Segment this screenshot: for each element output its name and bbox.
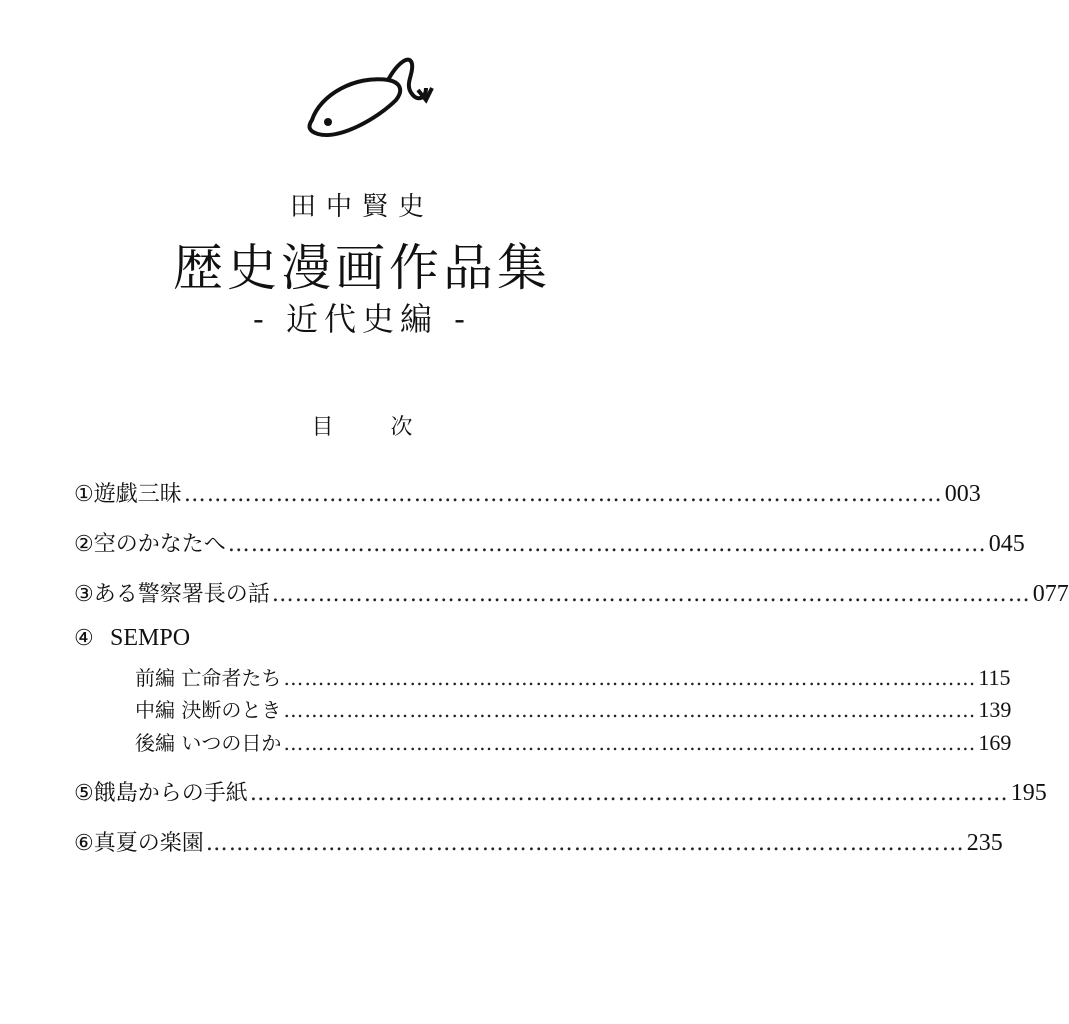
sub-entry-title: 前編 亡命者たち [135,666,282,690]
toc-heading: 目 次 [311,415,413,440]
sub-entry-page: 139 [978,697,1012,722]
entry-page: 195 [1010,780,1047,806]
toc-entry [74,577,1069,608]
dot-leader: ……………………………………………………………………………………… [227,532,987,557]
entry-title: ある警察署長の話 [93,582,270,607]
fish-logo-icon [300,50,440,150]
author-name: 田中賢史 [289,192,434,222]
sub-entry-title: 中編 決断のとき [135,698,282,722]
toc-entry [74,527,1025,558]
book-subtitle: - 近代史編 - [253,300,471,338]
entry-number: ⑥ [74,831,94,856]
entry-title: 遊戯三昧 [93,482,182,507]
dot-leader: ……………………………………………………………………………………… [271,582,1031,607]
dot-leader: ……………………………………………………………………………………… [205,831,965,856]
sub-entry-page: 115 [978,665,1011,690]
toc-entry [74,477,981,508]
toc-entry [74,826,1003,857]
dot-leader: ……………………………………………………………………………………… [249,781,1009,806]
entry-number: ⑤ [74,781,94,806]
toc-sub-entry [135,662,1011,691]
toc-sub-entry [135,694,1012,723]
book-title: 歴史漫画作品集 [173,239,551,297]
entry-title: 空のかなたへ [93,532,226,557]
entry-number: ① [74,482,94,507]
entry-number: ④ [74,626,94,651]
entry-page: 077 [1032,581,1069,607]
entry-title: 真夏の楽園 [93,831,204,856]
dot-leader: ……………………………………………………………………………………… [183,482,943,507]
sub-entry-title: 後編 いつの日か [135,731,282,755]
entry-page: 045 [988,531,1025,557]
entry-number: ③ [74,582,94,607]
toc-sub-entry [135,727,1012,756]
entry-title: SEMPO [110,625,191,651]
toc-entry [74,776,1047,807]
entry-page: 235 [966,830,1003,856]
toc-entry [74,625,659,652]
entry-number: ② [74,532,94,557]
dot-leader: ……………………………………………………………………………………… [283,666,977,690]
entry-title: 餓島からの手紙 [93,781,248,806]
entry-page: 003 [944,481,981,507]
dot-leader: ……………………………………………………………………………………… [283,698,977,722]
sub-entry-page: 169 [978,730,1012,755]
dot-leader: ……………………………………………………………………………………… [283,731,977,755]
